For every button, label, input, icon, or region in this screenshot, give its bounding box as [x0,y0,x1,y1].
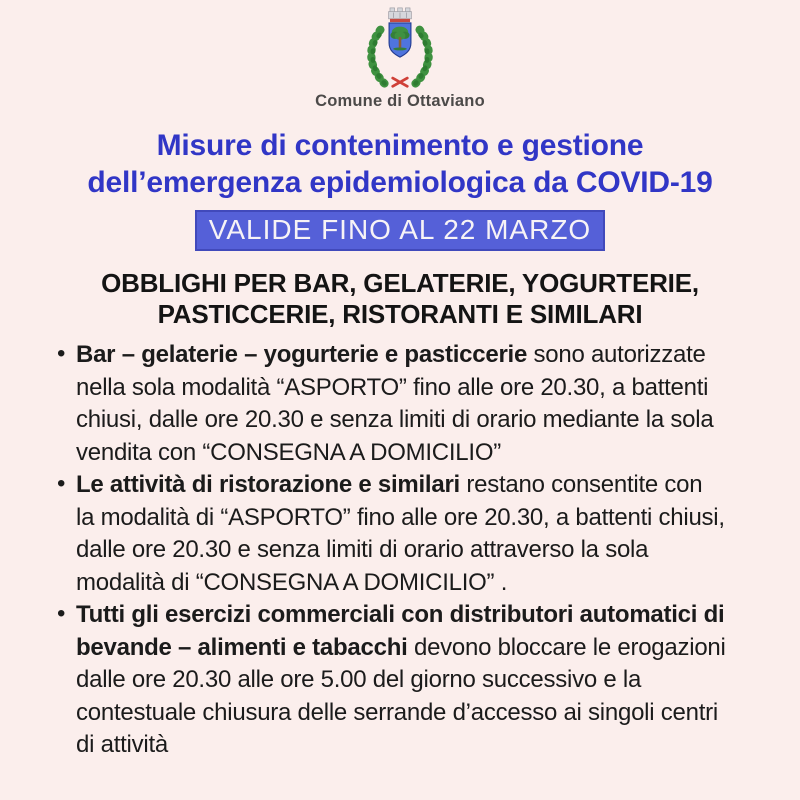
coat-of-arms-graphic [348,7,452,89]
notice-title [0,127,800,201]
rules-list [0,339,800,762]
rule-item-distributori-automatici [57,599,726,762]
section-heading-line-1: OBBLIGHI PER BAR, GELATERIE, YOGURTERIE, [101,268,699,298]
rule-lead: Tutti gli esercizi commerciali con distributori automatici di bevande – alimenti e tabacchi [76,601,725,661]
rule-lead: Bar – gelaterie – yogurterie e pasticcerie [76,341,528,368]
validity-banner: VALIDE FINO AL 22 MARZO [195,210,605,251]
rule-text: restano consentite con la modalità di “ASPORTO” fino alle ore 20.30, a battenti chiusi, dalle ore 20.30 e senza limiti di orario attraverso la sola modalità di “CONSEGNA A DOMICILIO” . [76,471,725,596]
rule-item-ristorazione [57,469,726,599]
rule-text: sono autorizzate nella sola modalità “ASPORTO” fino alle ore 20.30, a battenti chiusi, dalle ore 20.30 e senza limiti di orario mediante la sola vendita con “CONSEGNA A DOMICILIO” [76,341,714,466]
notice-title-line-2: dell’emergenza epidemiologica da COVID-19 [87,166,713,199]
section-heading-line-2: PASTICCERIE, RISTORANTI E SIMILARI [157,299,643,329]
rule-lead: Le attività di ristorazione e similari [76,471,460,498]
rule-text: devono bloccare le erogazioni dalle ore 20.30 alle ore 5.00 del giorno successivo e la contestuale chiusura delle serrande d’accesso ai singoli centri di attività [76,633,726,758]
section-heading [0,268,800,330]
rule-item-bar-gelaterie [57,339,726,469]
municipality-name: Comune di Ottaviano [315,92,485,110]
validity-banner-row [0,210,800,251]
ottaviano-coat-of-arms-icon [0,0,800,89]
notice-title-line-1: Misure di contenimento e gestione [156,129,644,162]
